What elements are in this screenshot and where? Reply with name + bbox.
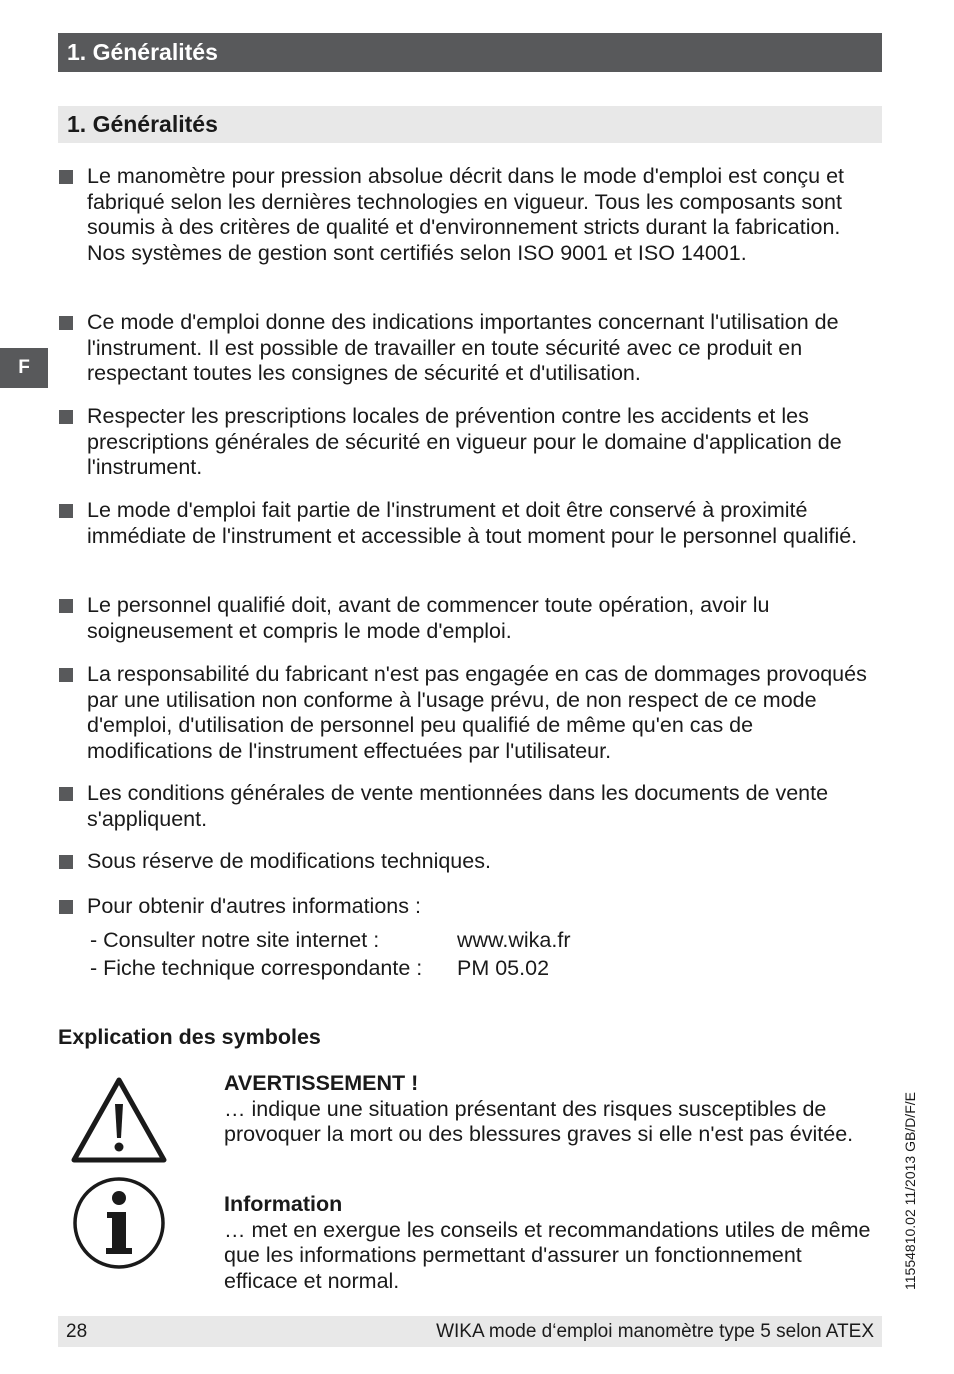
bullet-item (58, 849, 878, 875)
language-tab-label: F (18, 357, 30, 378)
page-number: 28 (66, 1321, 88, 1342)
warning-explanation (224, 1071, 874, 1148)
document-code-text: 11554810.02 11/2013 GB/D/F/E (902, 1091, 918, 1290)
information-text: … met en exergue les conseils et recommandations utiles de même que les informations permettant d'assurer un fonctionnement efficace et normal. (224, 1217, 871, 1293)
bullet-item (58, 164, 878, 266)
information-icon (72, 1176, 166, 1270)
bullet-text: Respecter les prescriptions locales de prévention contre les accidents et les prescriptions générales de sécurité en vigueur pour le domaine d'application de l'instrument. (87, 404, 842, 479)
footer-title: WIKA mode d‘emploi manomètre type 5 selon ATEX (436, 1321, 874, 1342)
symbols-heading: Explication des symboles (58, 1025, 321, 1049)
header-title: 1. Généralités (67, 39, 218, 65)
bullet-text: La responsabilité du fabricant n'est pas engagée en cas de dommages provoqués par une utilisation non conforme à l'usage prévu, de non respect de ce mode d'emploi, d'utilisation de personnel peu qualifié de même qu'en cas de modifications de l'instrument effectuées par l'utilisateur. (87, 662, 867, 763)
datasheet-reference: PM 05.02 (457, 956, 550, 980)
website-link[interactable]: www.wika.fr (457, 928, 571, 952)
page-header (58, 33, 882, 72)
bullet-item (58, 593, 878, 644)
bullet-square-icon (59, 787, 73, 801)
info-row-datasheet (90, 955, 549, 981)
bullet-square-icon (59, 170, 73, 184)
bullet-square-icon (59, 504, 73, 518)
section-heading (58, 106, 882, 143)
bullet-text: Pour obtenir d'autres informations : (87, 894, 421, 918)
bullet-item (58, 894, 878, 920)
bullet-square-icon (59, 668, 73, 682)
info-row-website (90, 927, 570, 953)
info-row-label: - Fiche technique correspondante : (90, 956, 423, 980)
bullet-square-icon (59, 855, 73, 869)
bullet-text: Sous réserve de modifications techniques. (87, 849, 491, 873)
bullet-square-icon (59, 599, 73, 613)
bullet-square-icon (59, 316, 73, 330)
warning-triangle-icon (70, 1076, 168, 1164)
warning-text: … indique une situation présentant des risques susceptibles de provoquer la mort ou des blessures graves si elle n'est pas évitée. (224, 1096, 854, 1146)
section-title: 1. Généralités (67, 111, 218, 137)
bullet-square-icon (59, 900, 73, 914)
document-code (898, 1078, 922, 1303)
language-tab (0, 348, 48, 388)
information-title: Information (224, 1192, 343, 1216)
bullet-text: Le manomètre pour pression absolue décrit dans le mode d'emploi est conçu et fabriqué selon les dernières technologies en vigueur. Tous les composants sont soumis à des critères de qualité et d'environnement stricts durant la fabrication. Nos systèmes de gestion sont certifiés selon ISO 9001 et ISO 14001. (87, 164, 845, 265)
page-footer (58, 1316, 882, 1347)
bullet-square-icon (59, 410, 73, 424)
bullet-text: Les conditions générales de vente mentionnées dans les documents de vente s'appliquent. (87, 781, 829, 831)
information-explanation (224, 1192, 874, 1294)
bullet-item (58, 781, 878, 832)
bullet-item (58, 662, 878, 764)
bullet-text: Le personnel qualifié doit, avant de commencer toute opération, avoir lu soigneusement et compris le mode d'emploi. (87, 593, 770, 643)
bullet-item (58, 310, 878, 387)
bullet-text: Le mode d'emploi fait partie de l'instrument et doit être conservé à proximité immédiate de l'instrument et accessible à tout moment pour le personnel qualifié. (87, 498, 858, 548)
warning-title: AVERTISSEMENT ! (224, 1071, 419, 1095)
bullet-text: Ce mode d'emploi donne des indications importantes concernant l'utilisation de l'instrument. Il est possible de travailler en toute sécurité avec ce produit en respectant toutes les consignes de sécurité et d'utilisation. (87, 310, 839, 385)
bullet-item (58, 404, 878, 481)
bullet-item (58, 498, 878, 549)
info-row-label: - Consulter notre site internet : (90, 928, 380, 952)
